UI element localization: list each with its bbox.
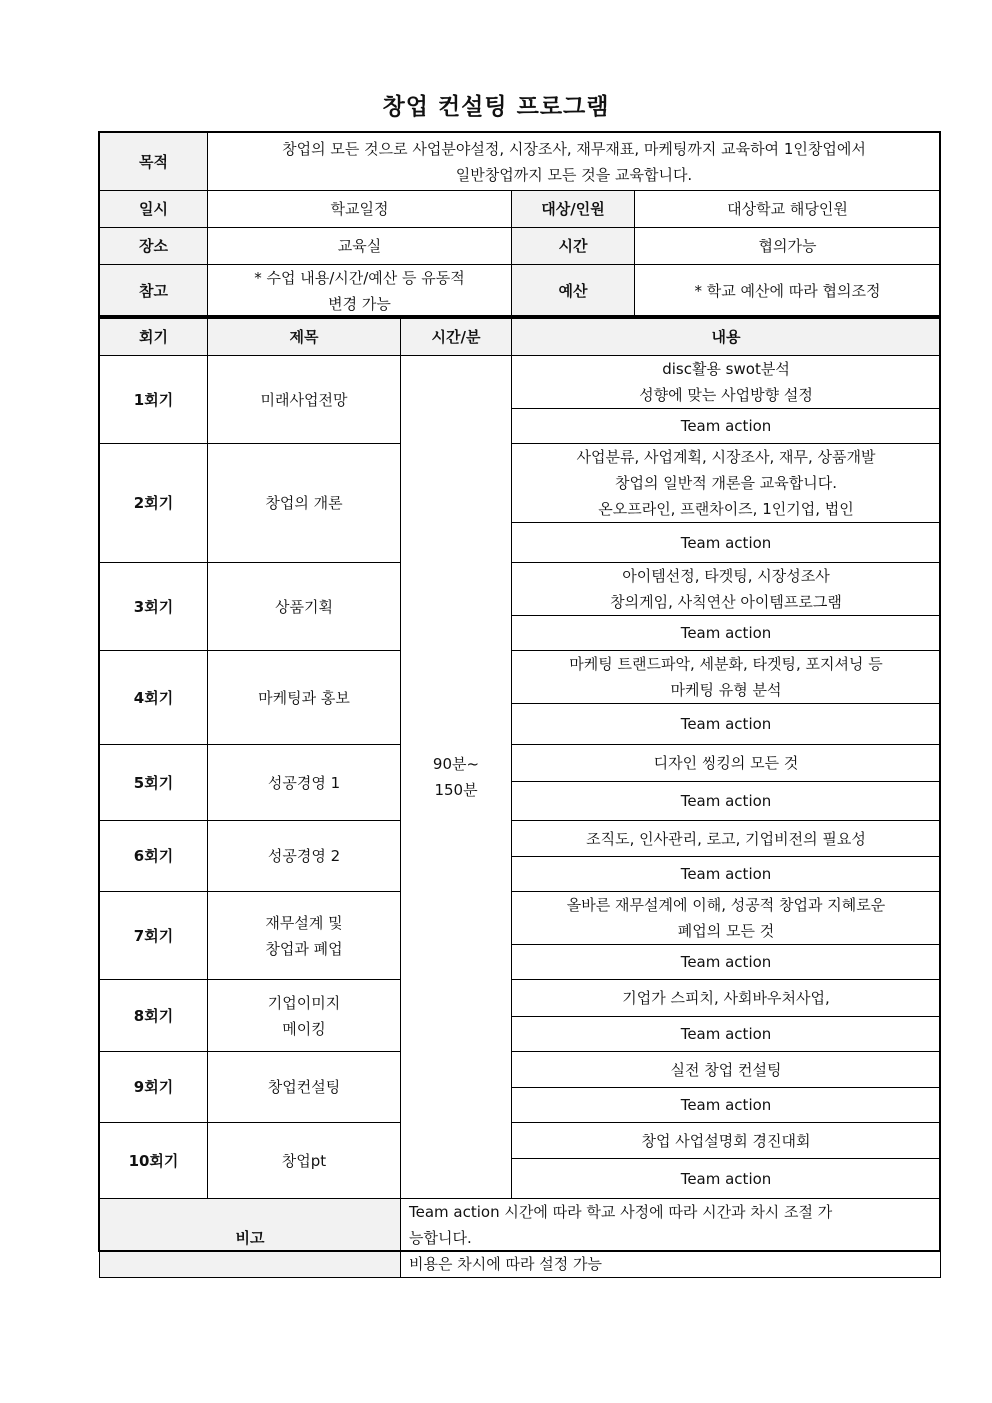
session-content <box>512 563 941 616</box>
session-no: 5회기 <box>100 745 208 821</box>
content-line: 마케팅 트랜드파악, 세분화, 타겟팅, 포지셔닝 등 <box>569 655 883 673</box>
session-content <box>512 444 941 523</box>
time-label: 시간 <box>512 228 635 265</box>
content-line: 마케팅 유형 분석 <box>670 681 782 699</box>
remarks-line: 비용은 차시에 따라 설정 가능 <box>409 1255 602 1273</box>
session-content: 기업가 스피치, 사회바우처사업, <box>512 980 941 1017</box>
title-line: 기업이미지 <box>267 993 341 1012</box>
team-action: Team action <box>512 704 941 745</box>
purpose-value <box>208 133 941 191</box>
remarks-line: 능합니다. <box>409 1229 472 1247</box>
title-line: 메이킹 <box>282 1019 326 1038</box>
content-line: 창의게임, 사칙연산 아이템프로그램 <box>610 593 842 611</box>
place-value: 교육실 <box>208 228 512 265</box>
purpose-line: 일반창업까지 모든 것을 교육합니다. <box>455 165 693 184</box>
session-no: 1회기 <box>100 356 208 444</box>
target-value: 대상학교 해당인원 <box>635 191 941 228</box>
session-title: 성공경영 1 <box>208 745 401 821</box>
team-action: Team action <box>512 857 941 892</box>
session-no: 2회기 <box>100 444 208 563</box>
schedule-table <box>99 318 941 1278</box>
page-title: 창업 컨설팅 프로그램 <box>382 94 610 120</box>
duration-line: 150분 <box>434 781 478 799</box>
content-line: 온오프라인, 프랜차이즈, 1인기업, 법인 <box>598 500 854 518</box>
budget-value: * 학교 예산에 따라 협의조정 <box>635 265 941 318</box>
session-no: 6회기 <box>100 821 208 892</box>
session-no: 4회기 <box>100 651 208 745</box>
team-action: Team action <box>512 409 941 444</box>
session-content <box>512 651 941 704</box>
duration-line: 90분~ <box>432 755 480 773</box>
content-line: 사업분류, 사업계획, 시장조사, 재무, 상품개발 <box>576 448 876 466</box>
content-line: 아이템선정, 타겟팅, 시장성조사 <box>622 567 830 585</box>
session-title: 창업pt <box>208 1123 401 1199</box>
session-title: 미래사업전망 <box>208 356 401 444</box>
budget-label: 예산 <box>512 265 635 318</box>
purpose-label: 목적 <box>100 133 208 191</box>
team-action: Team action <box>512 782 941 821</box>
session-title: 창업컨설팅 <box>208 1052 401 1123</box>
note-line: 변경 가능 <box>328 295 391 313</box>
team-action: Team action <box>512 1017 941 1052</box>
session-no: 9회기 <box>100 1052 208 1123</box>
content-line: 성향에 맞는 사업방향 설정 <box>639 386 813 404</box>
target-label: 대상/인원 <box>512 191 635 228</box>
content-line: disc활용 swot분석 <box>662 360 790 378</box>
date-label: 일시 <box>100 191 208 228</box>
team-action: Team action <box>512 523 941 563</box>
remarks-value <box>401 1199 941 1278</box>
session-no: 3회기 <box>100 563 208 651</box>
session-content: 조직도, 인사관리, 로고, 기업비전의 필요성 <box>512 821 941 857</box>
header-session: 회기 <box>100 319 208 356</box>
session-title: 창업의 개론 <box>208 444 401 563</box>
session-title <box>208 980 401 1052</box>
header-title: 제목 <box>208 319 401 356</box>
note-label: 참고 <box>100 265 208 318</box>
team-action: Team action <box>512 616 941 651</box>
session-content: 실전 창업 컨설팅 <box>512 1052 941 1088</box>
session-no: 8회기 <box>100 980 208 1052</box>
note-line: * 수업 내용/시간/예산 등 유동적 <box>254 269 465 287</box>
time-value: 협의가능 <box>635 228 941 265</box>
team-action: Team action <box>512 945 941 980</box>
session-content: 디자인 씽킹의 모든 것 <box>512 745 941 782</box>
date-value: 학교일정 <box>208 191 512 228</box>
header-duration: 시간/분 <box>401 319 512 356</box>
session-no: 10회기 <box>100 1123 208 1199</box>
place-label: 장소 <box>100 228 208 265</box>
note-value <box>208 265 512 318</box>
header-content: 내용 <box>512 319 941 356</box>
session-title: 상품기획 <box>208 563 401 651</box>
session-no: 7회기 <box>100 892 208 980</box>
session-content <box>512 892 941 945</box>
session-title: 마케팅과 홍보 <box>208 651 401 745</box>
remarks-line: Team action 시간에 따라 학교 사정에 따라 시간과 차시 조절 가 <box>409 1203 833 1221</box>
content-line: 창업의 일반적 개론을 교육합니다. <box>615 474 837 492</box>
session-title <box>208 892 401 980</box>
remarks-label: 비고 <box>100 1199 401 1278</box>
title-line: 재무설계 및 <box>265 913 343 932</box>
session-content: 창업 사업설명회 경진대회 <box>512 1123 941 1159</box>
session-title: 성공경영 2 <box>208 821 401 892</box>
purpose-line: 창업의 모든 것으로 사업분야설정, 시장조사, 재무재표, 마케팅까지 교육하여 1인창업에서 <box>282 139 866 158</box>
team-action: Team action <box>512 1159 941 1199</box>
team-action: Team action <box>512 1088 941 1123</box>
content-line: 폐업의 모든 것 <box>677 922 775 940</box>
title-line: 창업과 폐업 <box>265 939 343 958</box>
content-line: 올바른 재무설계에 이해, 성공적 창업과 지혜로운 <box>566 896 886 914</box>
session-content <box>512 356 941 409</box>
info-table <box>99 132 941 318</box>
duration-cell <box>401 356 512 1199</box>
